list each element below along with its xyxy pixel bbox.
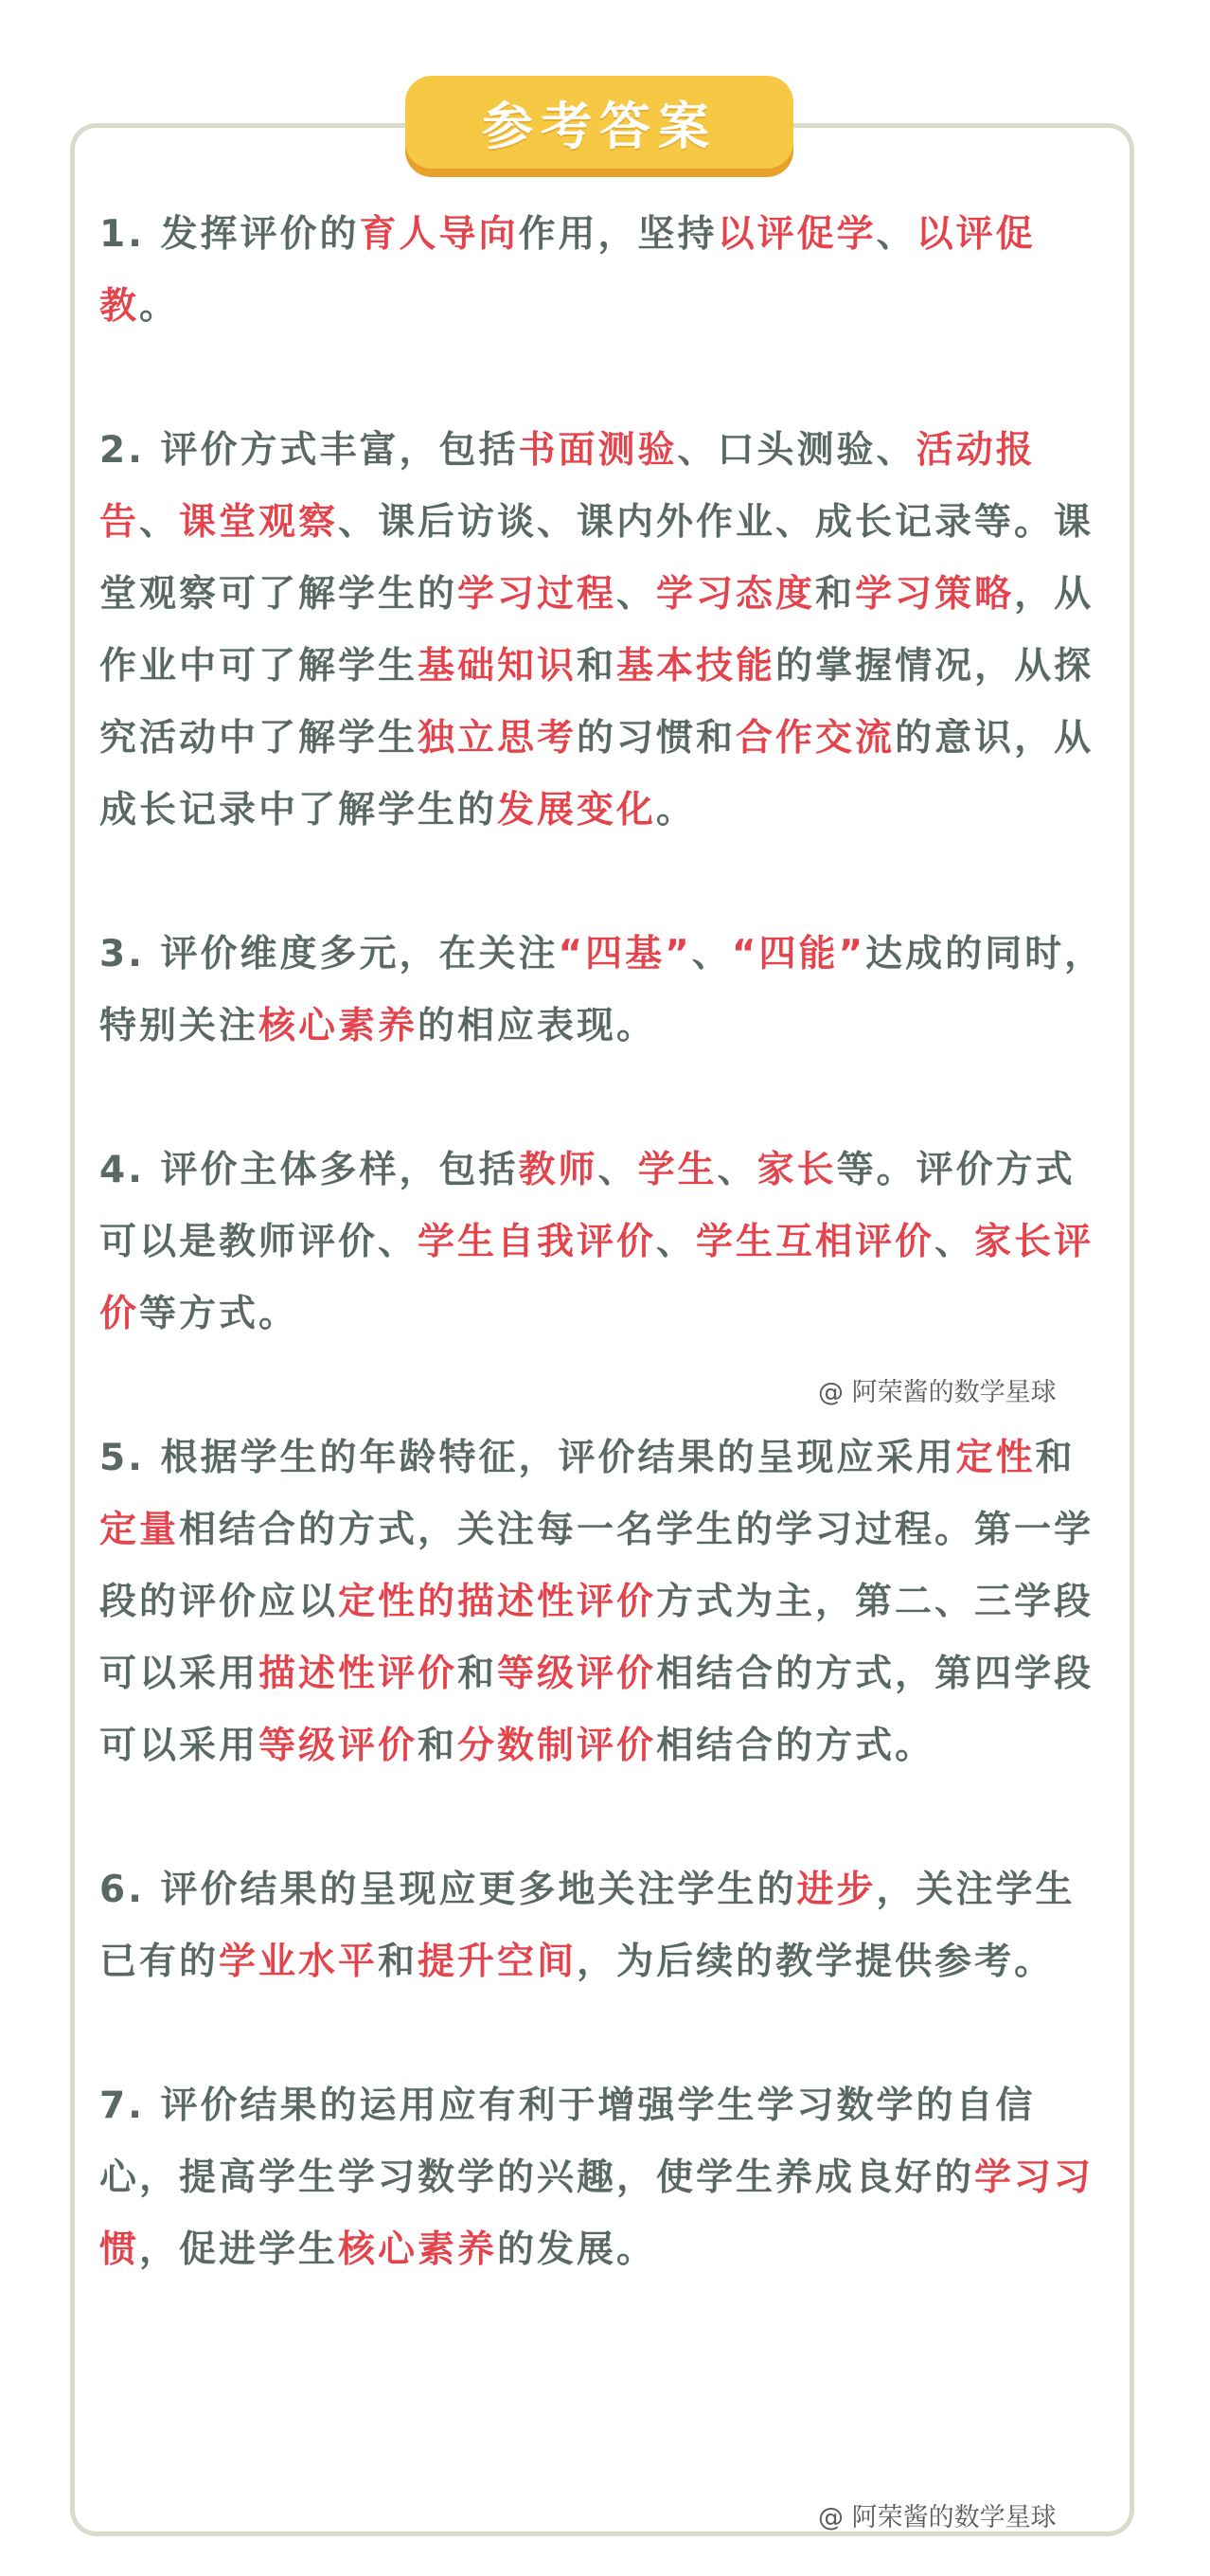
answer-text: 2. 评价方式丰富，包括 xyxy=(99,429,519,472)
answer-text: 7. 评价结果的运用应有利于增强学生学习数学的自信心，提高学生学习数学的兴趣，使学生养成良好的 xyxy=(99,2084,1036,2199)
answer-text: 、 xyxy=(597,1149,638,1191)
answer-text: 1. 发挥评价的 xyxy=(99,213,360,256)
highlight-term: 育人导向 xyxy=(359,213,519,256)
answer-list xyxy=(99,199,1108,2358)
highlight-term: 学习过程 xyxy=(457,573,617,616)
highlight-term: “四能” xyxy=(731,933,866,975)
watermark-bottom: @ 阿荣酱的数学星球 xyxy=(818,2503,1057,2532)
highlight-term: 以评促教 xyxy=(99,213,1036,328)
answer-item-2 xyxy=(99,415,1108,847)
answer-text: 。 xyxy=(656,789,697,832)
answer-text: 、 xyxy=(139,501,180,544)
highlight-term: 独立思考 xyxy=(418,717,578,760)
highlight-term: 核心素养 xyxy=(338,2228,498,2271)
answer-text: 等方式。 xyxy=(139,1293,299,1335)
answer-item-5 xyxy=(99,1422,1108,1782)
answer-text: ，从作业中可了解学生 xyxy=(99,573,1094,688)
answer-text: 、 xyxy=(717,1149,757,1191)
highlight-term: 发展变化 xyxy=(497,789,657,832)
highlight-term: 以评促学 xyxy=(717,213,877,256)
answer-text: 、课后访谈、课内外作业、成长记录等。课堂观察可了解学生的 xyxy=(99,501,1094,616)
answer-text: 、口头测验、 xyxy=(677,429,916,472)
answer-text: 4. 评价主体多样，包括 xyxy=(99,1149,519,1191)
answer-text: 和 xyxy=(378,1941,418,1983)
highlight-term: 基本技能 xyxy=(616,645,776,688)
answer-item-7 xyxy=(99,2070,1108,2286)
answer-text: ，关注学生已有的 xyxy=(99,1869,1076,1983)
highlight-term: “四基” xyxy=(558,933,692,975)
highlight-term: 课堂观察 xyxy=(179,501,339,544)
answer-text: 、 xyxy=(656,1221,697,1263)
highlight-term: 学生自我评价 xyxy=(418,1221,657,1263)
highlight-term: 基础知识 xyxy=(418,645,578,688)
answer-item-1 xyxy=(99,199,1108,343)
answer-text: 等。评价方式可以是教师评价、 xyxy=(99,1149,1076,1263)
highlight-term: 合作交流 xyxy=(736,717,896,760)
answer-text: 和 xyxy=(457,1653,498,1695)
highlight-term: 学习策略 xyxy=(855,573,1015,616)
answer-text: 的掌握情况，从探究活动中了解学生 xyxy=(99,645,1094,760)
highlight-term: 分数制评价 xyxy=(457,1725,657,1767)
answer-text: 达成的同时，特别关注 xyxy=(99,933,1105,1047)
answer-text: 相结合的方式，第四学段可以采用 xyxy=(99,1653,1094,1767)
answer-item-6 xyxy=(99,1854,1108,1998)
answer-text: 和 xyxy=(1035,1437,1076,1479)
highlight-term: 提升空间 xyxy=(418,1941,578,1983)
answer-text: 、 xyxy=(876,213,916,256)
answer-text: 的意识，从成长记录中了解学生的 xyxy=(99,717,1094,832)
answer-text: 、 xyxy=(691,933,732,975)
answer-text: 作用，坚持 xyxy=(518,213,718,256)
highlight-term: 学业水平 xyxy=(219,1941,379,1983)
highlight-term: 学习习惯 xyxy=(99,2156,1094,2271)
answer-text: 、 xyxy=(616,573,657,616)
highlight-term: 活动报告 xyxy=(99,429,1036,544)
highlight-term: 教师 xyxy=(518,1149,598,1191)
highlight-term: 家长评价 xyxy=(99,1221,1094,1335)
highlight-term: 等级评价 xyxy=(497,1653,657,1695)
highlight-term: 定量 xyxy=(99,1509,180,1551)
answer-text: 3. 评价维度多元，在关注 xyxy=(99,933,559,975)
highlight-term: 定性 xyxy=(955,1437,1036,1479)
answer-text: 和 xyxy=(815,573,856,616)
answer-item-3 xyxy=(99,919,1108,1063)
answer-text: ，为后续的教学提供参考。 xyxy=(577,1941,1055,1983)
answer-text: 相结合的方式，关注每一名学生的学习过程。第一学段的评价应以 xyxy=(99,1509,1094,1623)
highlight-term: 学生 xyxy=(637,1149,718,1191)
answer-text: 、 xyxy=(934,1221,975,1263)
answer-text: 的相应表现。 xyxy=(418,1005,657,1047)
highlight-term: 等级评价 xyxy=(258,1725,418,1767)
title-badge xyxy=(405,76,793,169)
highlight-term: 学生互相评价 xyxy=(696,1221,935,1263)
highlight-term: 书面测验 xyxy=(518,429,678,472)
answer-text: 和 xyxy=(577,645,617,688)
answer-text: 6. 评价结果的呈现应更多地关注学生的 xyxy=(99,1869,797,1911)
answer-item-4 xyxy=(99,1135,1108,1351)
highlight-term: 核心素养 xyxy=(258,1005,418,1047)
highlight-term: 学习态度 xyxy=(656,573,816,616)
highlight-term: 家长 xyxy=(756,1149,837,1191)
watermark-middle: @ 阿荣酱的数学星球 xyxy=(818,1378,1057,1407)
answer-text: 5. 根据学生的年龄特征，评价结果的呈现应采用 xyxy=(99,1437,956,1479)
answer-text: 的习惯和 xyxy=(577,717,737,760)
highlight-term: 定性的描述性评价 xyxy=(338,1581,657,1623)
page-title: 参考答案 xyxy=(482,96,717,156)
answer-text: 的发展。 xyxy=(497,2228,657,2271)
answer-text: 和 xyxy=(418,1725,458,1767)
answer-text: ，促进学生 xyxy=(139,2228,339,2271)
answer-text: 相结合的方式。 xyxy=(656,1725,935,1767)
highlight-term: 进步 xyxy=(796,1869,877,1911)
answer-text: 方式为主，第二、三学段可以采用 xyxy=(99,1581,1094,1695)
highlight-term: 描述性评价 xyxy=(258,1653,458,1695)
answer-text: 。 xyxy=(139,285,180,328)
